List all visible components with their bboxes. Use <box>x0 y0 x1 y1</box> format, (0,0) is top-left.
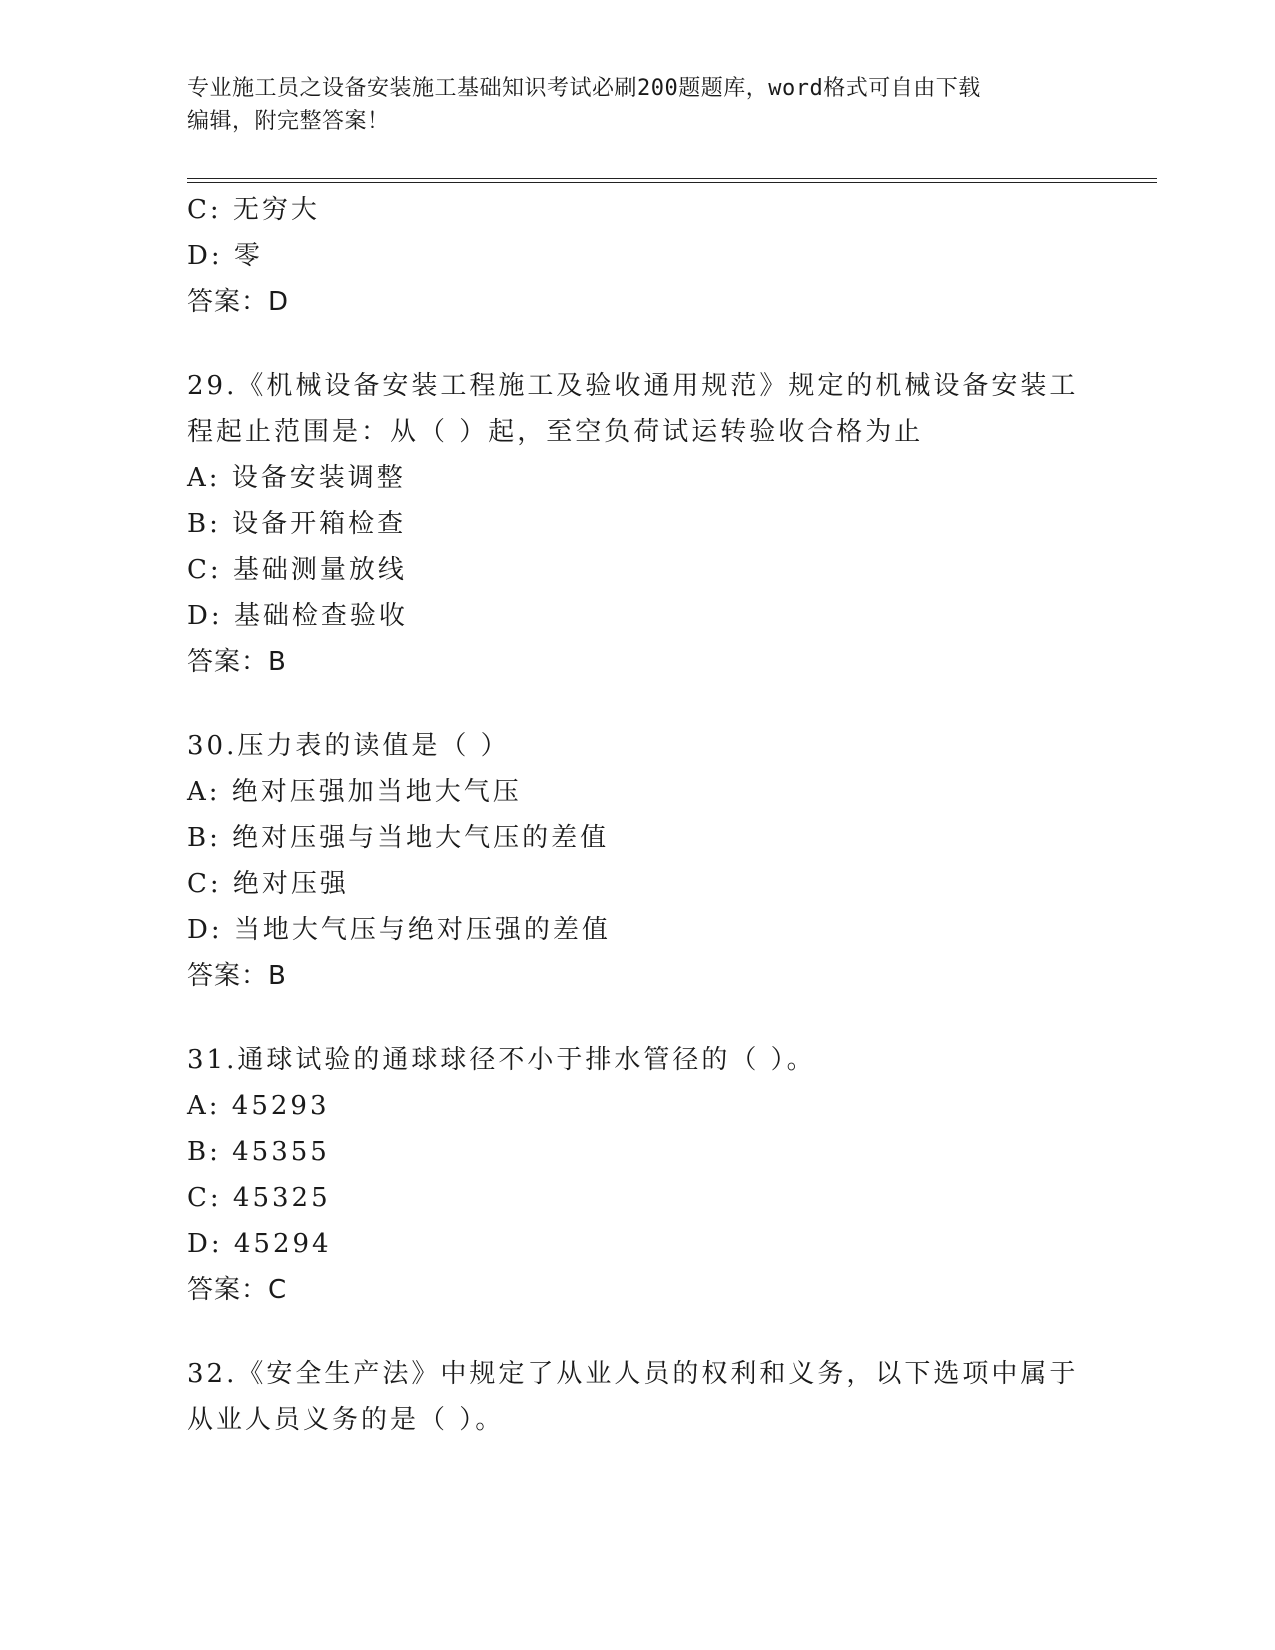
previous-question-tail <box>187 187 1087 325</box>
question-32 <box>187 1351 1087 1443</box>
document-header <box>187 72 1087 138</box>
question-stem-continued: 从业人员义务的是（ ）。 <box>187 1405 505 1435</box>
answer-line: 答案：B <box>187 647 287 677</box>
question-30 <box>187 723 1087 999</box>
question-stem: 32.《安全生产法》中规定了从业人员的权利和义务，以下选项中属于 <box>187 1359 1079 1389</box>
option-d: D: 基础检查验收 <box>187 601 408 631</box>
option-b: B: 绝对压强与当地大气压的差值 <box>187 823 610 853</box>
answer-line: 答案：D <box>187 287 290 317</box>
option-c: C: 基础测量放线 <box>187 555 407 585</box>
option-c: C: 无穷大 <box>187 195 320 225</box>
question-stem: 31.通球试验的通球球径不小于排水管径的（ ）。 <box>187 1045 816 1075</box>
question-stem-continued: 程起止范围是：从（ ）起，至空负荷试运转验收合格为止 <box>187 417 924 447</box>
header-title-line2: 编辑，附完整答案！ <box>187 109 390 134</box>
option-a: A: 设备安装调整 <box>187 463 406 493</box>
question-stem: 30.压力表的读值是（ ） <box>187 731 510 761</box>
option-b: B: 45355 <box>187 1137 330 1167</box>
option-a: A: 绝对压强加当地大气压 <box>187 777 522 807</box>
option-b: B: 设备开箱检查 <box>187 509 407 539</box>
option-c: C: 45325 <box>187 1183 331 1213</box>
option-d: D: 45294 <box>187 1229 332 1259</box>
document-body <box>187 187 1087 1443</box>
option-d: D: 当地大气压与绝对压强的差值 <box>187 915 611 945</box>
header-divider <box>187 178 1157 183</box>
option-d: D: 零 <box>187 241 263 271</box>
question-stem: 29.《机械设备安装工程施工及验收通用规范》规定的机械设备安装工 <box>187 371 1079 401</box>
question-29 <box>187 363 1087 685</box>
option-c: C: 绝对压强 <box>187 869 349 899</box>
header-title-line1: 专业施工员之设备安装施工基础知识考试必刷200题题库，word格式可自由下载 <box>187 76 981 101</box>
answer-line: 答案：B <box>187 961 287 991</box>
answer-line: 答案：C <box>187 1275 288 1305</box>
question-31 <box>187 1037 1087 1313</box>
option-a: A: 45293 <box>187 1091 330 1121</box>
